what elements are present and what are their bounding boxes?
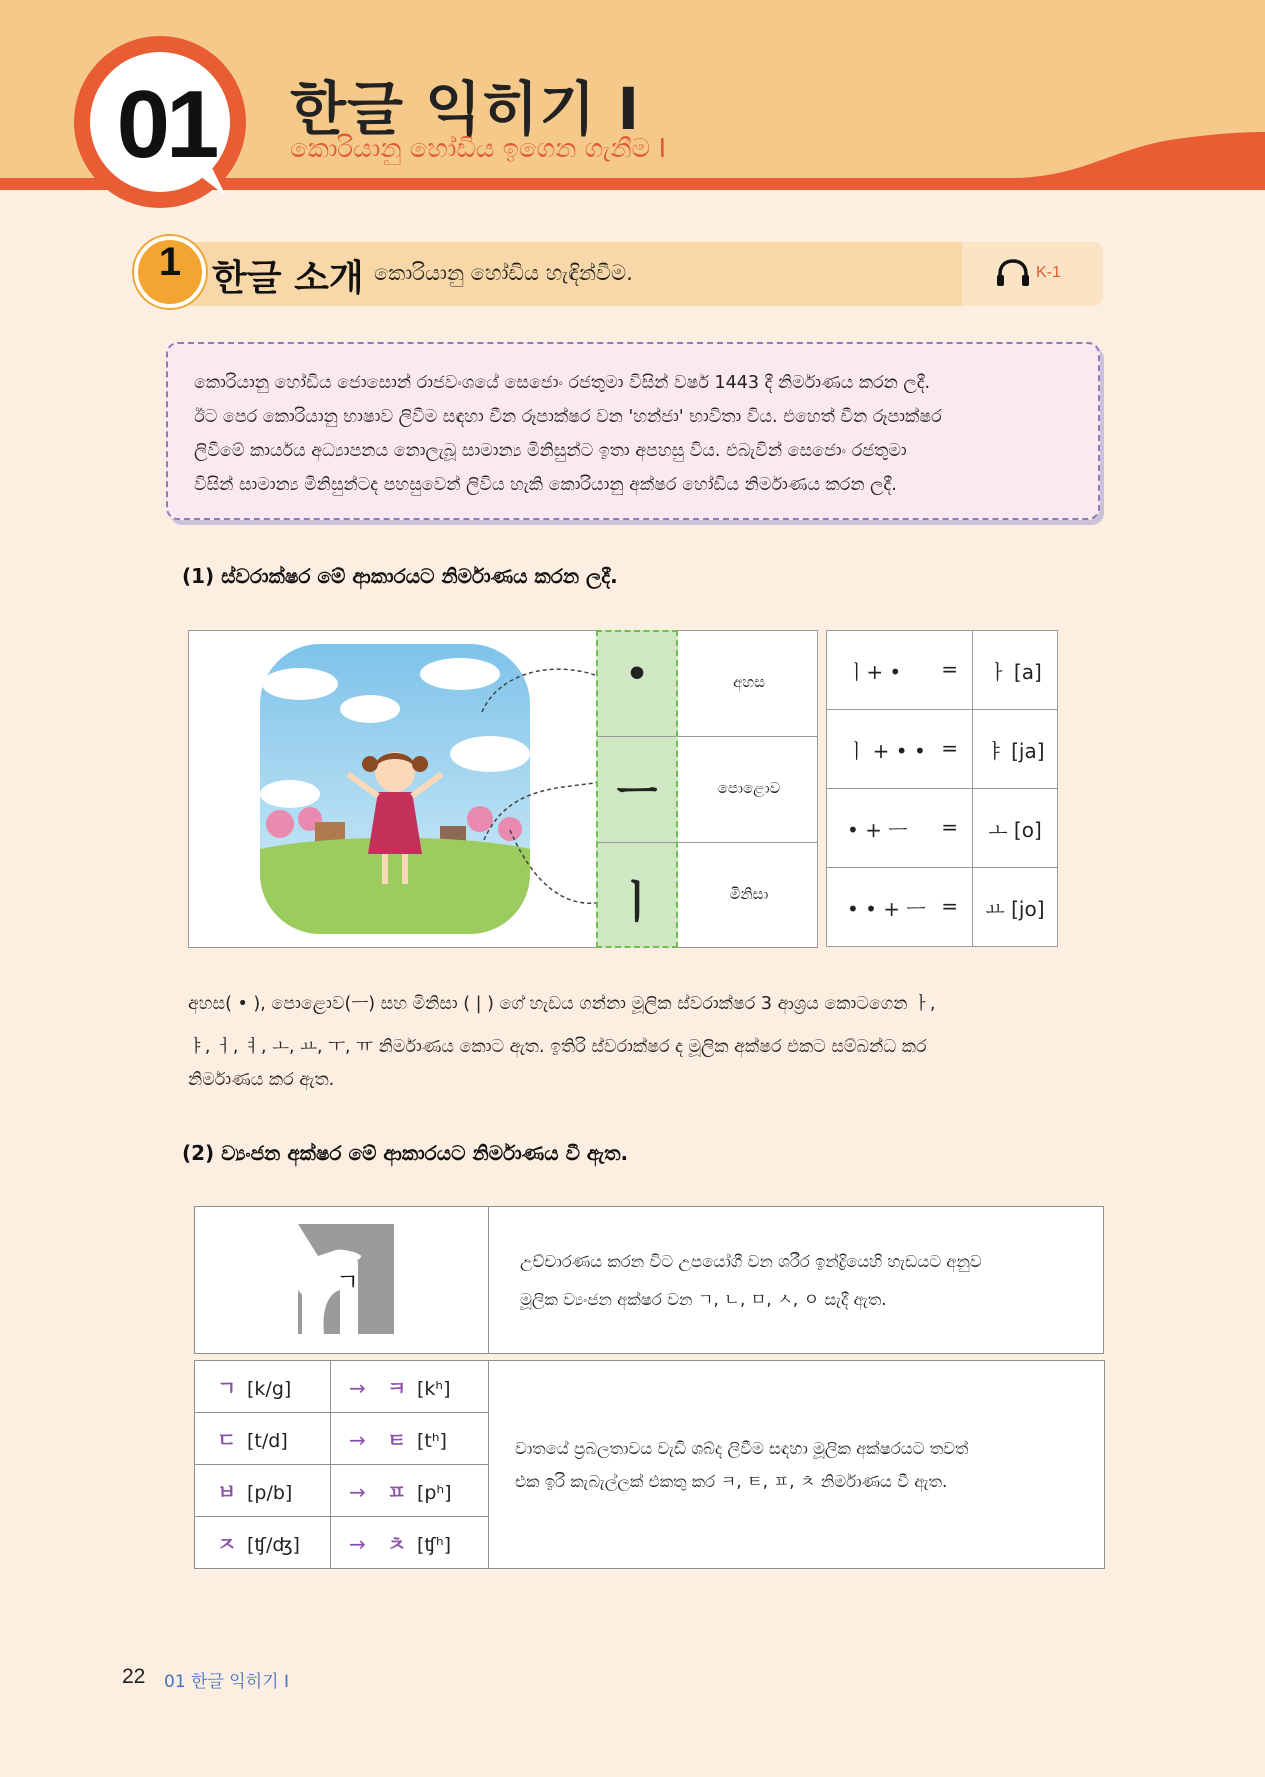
consonant-heading-text: ව්‍යංජන අක්ෂර මේ ආකාරයට නිර්මාණය වී ඇත.: [221, 1141, 629, 1165]
consonant-origin-text: උච්චාරණය කරන විට උපයෝගී වන ශරීර ඉන්ද්‍රියෙහි හැඩයට අනුව: [520, 1252, 982, 1271]
footer-chapter-ref: 01 한글 익히기 I: [164, 1672, 289, 1692]
combo-rhs: ㅗ [o]: [973, 789, 1058, 868]
vowel-symbol-earth: ㅡ: [616, 768, 658, 817]
base-consonant-cell: [195, 1413, 331, 1465]
aspirated-jamo: ㅊ: [387, 1532, 407, 1556]
intro-box: [166, 342, 1100, 520]
base-consonant-cell: [195, 1465, 331, 1517]
arrow-right-icon: →: [349, 1428, 366, 1452]
divider: [598, 842, 676, 843]
arrow-right-icon: →: [349, 1480, 366, 1504]
base-jamo: ㄷ: [217, 1428, 237, 1452]
vowel-description-line: නිර්මාණය කර ඇත.: [188, 1070, 335, 1090]
combo-lhs-text: ㅣ + • •: [847, 738, 926, 763]
base-consonant-cell: [195, 1517, 331, 1569]
base-jamo: ㅈ: [217, 1532, 237, 1556]
aspirated-ipa: [tʰ]: [417, 1430, 447, 1452]
divider: [598, 736, 676, 737]
vowel-symbol-sky: •: [625, 654, 649, 695]
combo-lhs-text: • + ㅡ: [847, 817, 908, 842]
combo-lhs: [827, 789, 973, 868]
base-ipa: [k/g]: [247, 1378, 292, 1400]
chapter-number: 01: [116, 71, 216, 178]
base-ipa: [p/b]: [247, 1482, 293, 1504]
vowel-combination-table: [826, 630, 1058, 947]
section-title: 한글 소개: [212, 258, 364, 299]
vowel-label-sky: අහස: [733, 673, 765, 691]
vowel-heading-number: (1): [182, 564, 215, 588]
aspirated-consonant-cell: [331, 1361, 489, 1413]
table-row: [827, 789, 1058, 868]
vowel-symbol-human: ㅣ: [615, 877, 659, 928]
aspirated-ipa: [ʧʰ]: [417, 1534, 452, 1556]
intro-line: ඊට පෙර කොරියානු භාෂාව ලිවීම සඳහා චීන රූපාක්ෂර වන 'හන්ජා' භාවිතා විය. එහෙත් චීන රූපාක්ෂර: [194, 407, 942, 427]
aspiration-explanation: [489, 1361, 1105, 1569]
consonant-heading-number: (2): [182, 1141, 215, 1165]
combo-lhs: [827, 710, 973, 789]
vowel-label-human: මිනිසා: [729, 885, 769, 903]
table-row: [827, 631, 1058, 710]
aspirated-ipa: [kʰ]: [417, 1378, 451, 1400]
chapter-title: 한글 익히기 I: [290, 75, 641, 143]
chapter-subtitle: කොරියානු හෝඩිය ඉගෙන ගැනීම I: [290, 134, 667, 164]
combo-rhs: ㅛ [jo]: [973, 868, 1058, 947]
aspirated-jamo: ㅋ: [387, 1376, 407, 1400]
vowel-description-line: අහස( • ), පොළොව(ㅡ) සහ මිනිසා ( | ) ගේ හැඩය ගන්නා මූලික ස්වරාක්ෂර 3 ආශ්‍රය කොටගෙන ㅏ,: [188, 994, 936, 1014]
aspirated-jamo: ㅍ: [387, 1480, 407, 1504]
combo-lhs-text: • • + ㅡ: [847, 896, 926, 921]
arrow-right-icon: →: [349, 1376, 366, 1400]
divider: [678, 842, 818, 843]
base-jamo: ㄱ: [217, 1376, 237, 1400]
base-ipa: [t/d]: [247, 1430, 288, 1452]
base-ipa: [ʧ/ʤ]: [247, 1534, 300, 1556]
aspirated-consonant-cell: [331, 1517, 489, 1569]
aspirated-consonant-cell: [331, 1413, 489, 1465]
combo-lhs: [827, 631, 973, 710]
headphones-icon[interactable]: [996, 258, 1030, 288]
combo-rhs: ㅏ [a]: [973, 631, 1058, 710]
table-row: [827, 710, 1058, 789]
combo-lhs: [827, 868, 973, 947]
intro-line: විසින් සාමාන්‍ය මිනිසුන්ටද පහසුවෙන් ලිවිය හැකි කොරියානු අක්ෂර හෝඩිය නිර්මාණය කරන ලදී.: [194, 475, 897, 495]
intro-line: ලිවීමේ කාර්යය අධ්‍යාපනය නොලැබූ සාමාන්‍ය මිනිසුන්ට ඉතා අපහසු විය. එබැවින් සෙජොං රජතුමා: [194, 441, 907, 461]
page-number: 22: [122, 1665, 146, 1688]
section-number: 1: [158, 240, 182, 284]
base-jamo: ㅂ: [217, 1480, 237, 1504]
audio-track-panel: [962, 242, 1103, 306]
vowel-description-line: ㅑ, ㅓ, ㅕ, ㅗ, ㅛ, ㅜ, ㅠ නිර්මාණය කොට ඇත. ඉතිරි ස්වරාක්ෂර ද මූලික අක්ෂර එකට සම්බන්ධ කර: [188, 1037, 927, 1057]
vowel-heading: [182, 564, 618, 588]
equals-sign: =: [941, 894, 958, 918]
aspiration-text: වාතයේ ප්‍රබලතාවය වැඩි ශබ්ද ලිවීම සඳහා මූලික අක්ෂරයට තවත්: [515, 1438, 969, 1458]
equals-sign: =: [941, 657, 958, 681]
consonant-heading: [182, 1141, 628, 1165]
aspirated-consonant-cell: [331, 1465, 489, 1517]
base-consonant-cell: [195, 1361, 331, 1413]
table-row: [827, 868, 1058, 947]
audio-track-label[interactable]: K-1: [1036, 264, 1061, 281]
intro-line: කොරියානු හෝඩිය ජොසොන් රාජවංශයේ සෙජොං රජතුමා විසින් වර්ෂ 1443 දී නිර්මාණය කරන ලදී.: [194, 373, 931, 393]
combo-lhs-text: ㅣ+ •: [847, 659, 902, 684]
aspiration-text: එක ඉරි කැබැල්ලක් එකතු කර ㅋ, ㅌ, ㅍ, ㅊ නිර්මාණය වී ඇත.: [515, 1471, 948, 1491]
vowel-heading-text: ස්වරාක්ෂර මේ ආකාරයට නිර්මාණය කරන ලදී.: [221, 564, 618, 588]
equals-sign: =: [941, 815, 958, 839]
aspirated-consonant-table: [194, 1360, 1105, 1569]
table-row: [195, 1361, 1105, 1413]
section-description: කොරියානු හෝඩිය හැඳින්වීම.: [374, 261, 633, 285]
aspirated-jamo: ㅌ: [387, 1428, 407, 1452]
divider: [678, 736, 818, 737]
equals-sign: =: [941, 736, 958, 760]
aspirated-ipa: [pʰ]: [417, 1482, 452, 1504]
consonant-origin-text: මූලික ව්‍යංජන අක්ෂර වන ㄱ, ㄴ, ㅁ, ㅅ, ㅇ සැදී ඇත.: [520, 1290, 887, 1309]
vowel-label-earth: පොළොව: [717, 779, 781, 797]
arrow-right-icon: →: [349, 1532, 366, 1556]
combo-rhs: ㅑ [ja]: [973, 710, 1058, 789]
diagram-jamo-label: ㄱ: [336, 1268, 360, 1296]
divider: [488, 1206, 489, 1354]
